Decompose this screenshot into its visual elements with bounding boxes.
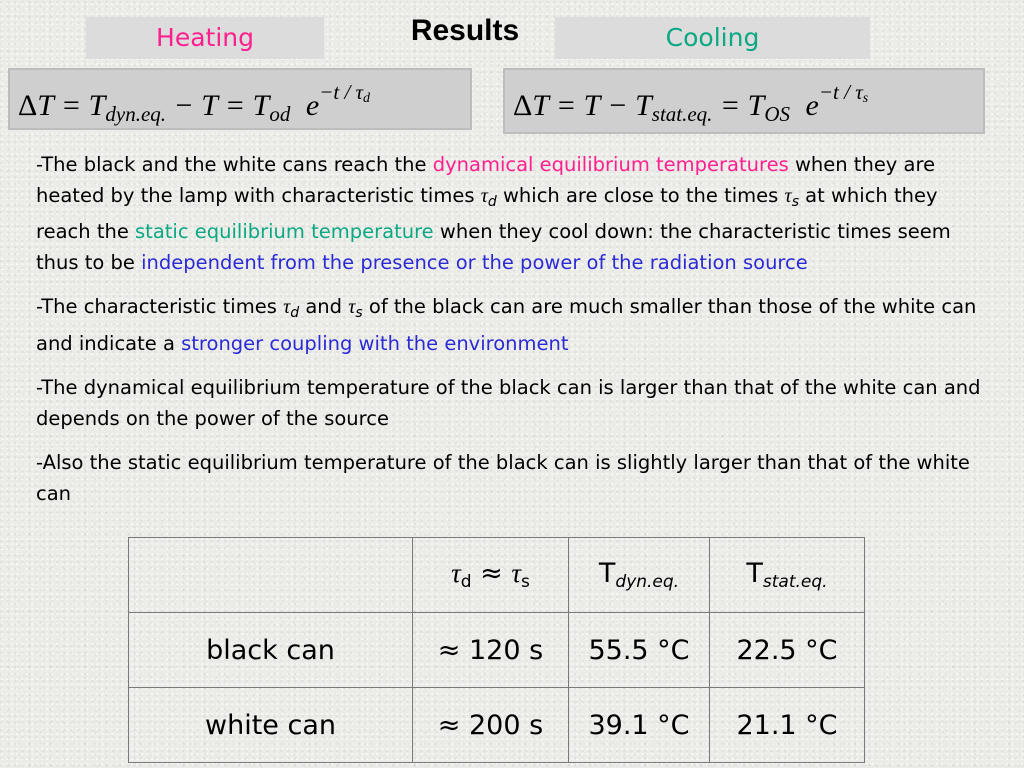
- table-row: [129, 688, 865, 763]
- results-text: [36, 150, 986, 523]
- paragraph-4: -Also the static equilibrium temperature of the black can is slightly larger than that of the white can: [36, 451, 970, 505]
- paragraph-2: -The characteristic times $\tau_d$ and $\tau_s$ of the black can are much smaller than those of the white can and indicate a stronger coupling with the environment: [36, 295, 977, 355]
- paragraph-1: -The black and the white cans reach the dynamical equilibrium temperatures when they are heated by the lamp with characteristic times $\tau_d$ which are close to the times $\tau_s$ at which they reach the static equilibrium temperature when they cool down: the characteristic times seem thus to be independent from the presence or the power of the radiation source: [36, 153, 951, 274]
- header-cell-tstat: Tstat.eq.: [710, 538, 865, 613]
- row-label: white can: [129, 688, 413, 763]
- table-row: [129, 613, 865, 688]
- tau-s-symbol: $\tau_s$: [348, 296, 363, 321]
- header-cell-tau: τd ≈ τs: [413, 538, 569, 613]
- paragraph-3: -The dynamical equilibrium temperature of the black can is larger than that of the white can and depends on the power of the source: [36, 376, 981, 430]
- heating-equation: $\Delta T = T_{dyn.eq.} - T = T_{od}$ $e^{-t / \tau_d}$: [8, 68, 472, 130]
- cooling-equation: $\Delta T = T - T_{stat.eq.} = T_{OS}$ $e^{-t / \tau_s}$: [503, 68, 985, 134]
- page-title: Results: [410, 14, 520, 47]
- table-header-row: [129, 538, 865, 613]
- tstat-value: 21.1 °C: [710, 688, 865, 763]
- row-label: black can: [129, 613, 413, 688]
- header-cell-empty: [129, 538, 413, 613]
- heating-label: Heating: [86, 17, 324, 59]
- tau-d-symbol: $\tau_d$: [480, 184, 497, 210]
- tdyn-value: 39.1 °C: [569, 688, 710, 763]
- tstat-value: 22.5 °C: [710, 613, 865, 688]
- tau-d-symbol: $\tau_d$: [283, 296, 300, 321]
- tau-s-symbol: $\tau_s$: [784, 184, 799, 210]
- tau-value: ≈ 200 s: [413, 688, 569, 763]
- cooling-label: Cooling: [555, 17, 870, 59]
- header-cell-tdyn: Tdyn.eq.: [569, 538, 710, 613]
- results-table: [128, 537, 865, 763]
- tau-value: ≈ 120 s: [413, 613, 569, 688]
- tdyn-value: 55.5 °C: [569, 613, 710, 688]
